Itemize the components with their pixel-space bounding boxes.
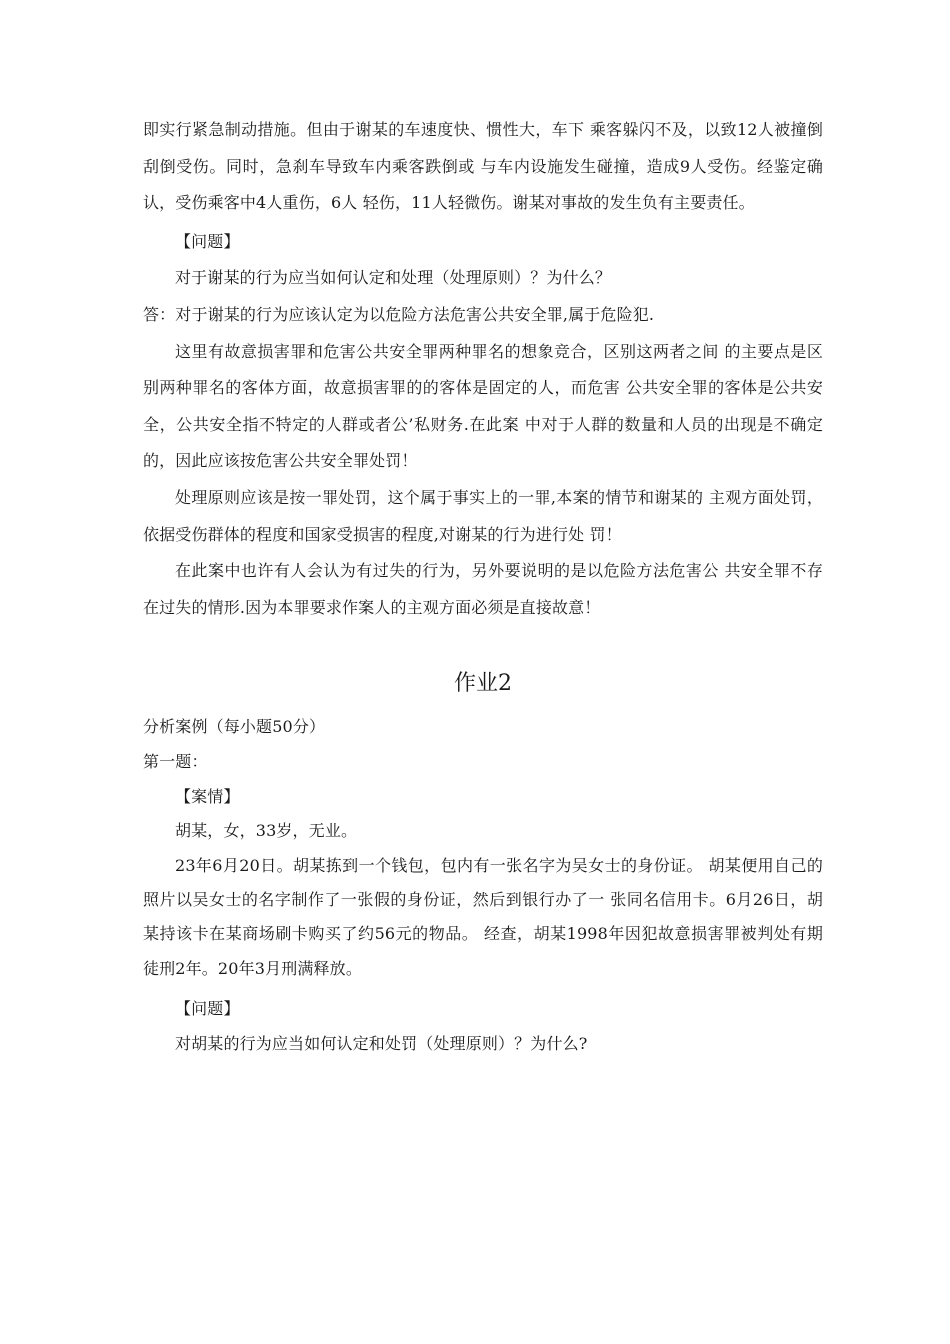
document-body: [143, 112, 823, 1061]
answer-paragraph: 在此案中也许有人会认为有过失的行为，另外要说明的是以危险方法危害公 共安全罪不存在过失的情形.因为本罪要求作案人的主观方面必须是直接故意！: [143, 561, 823, 617]
assignment-title: 作业2: [454, 671, 512, 697]
case-paragraph: 胡某，女，33岁，无业。: [175, 821, 358, 841]
question-heading: 【问题】: [175, 231, 240, 251]
case-continuation-paragraph: 即实行紧急制动措施。但由于谢某的车速度快、惯性大，车下 乘客躲闪不及，以致12人被撞倒刮倒受伤。同时，急刹车导致车内乘客跌倒或 与车内设施发生碰撞，造成9人受伤。经鉴定确认，受伤乘客中4人重伤，6人 轻伤，11人轻微伤。谢某对事故的发生负有主要责任。: [143, 120, 823, 213]
answer-paragraph: 这里有故意损害罪和危害公共安全罪两种罪名的想象竞合，区别这两者之间 的主要点是区别两种罪名的客体方面，故意损害罪的的客体是固定的人，而危害 公共安全罪的客体是公共安全，公共安全指不特定的人群或者公’私财务.在此案 中对于人群的数量和人员的出现是不确定的，因此应该按危害公共安全罪处罚！: [143, 341, 823, 471]
question-number: 第一题：: [143, 751, 208, 771]
assignment-2-section: [143, 710, 823, 1061]
case-heading: 【案情】: [175, 786, 240, 806]
assignment-subtitle: 分析案例（每小题50分）: [143, 717, 326, 737]
case-text: [143, 814, 823, 986]
answer-first-line: 答：对于谢某的行为应该认定为以危险方法危害公共安全罪,属于危险犯.: [143, 304, 655, 324]
case-paragraph: 23年6月20日。胡某拣到一个钱包，包内有一张名字为吴女士的身份证。 胡某便用自己的照片以吴女士的名字制作了一张假的身份证，然后到银行办了一 张同名信用卡。6月26日，胡某持该卡在某商场刷卡购买了约56元的物品。 经查，胡某1998年因犯故意损害罪被判处有期徒刑2年。20年3月刑满释放。: [143, 855, 823, 978]
question-text-2: 对胡某的行为应当如何认定和处罚（处理原则）？为什么?: [175, 1033, 588, 1053]
question-heading-2: 【问题】: [175, 999, 240, 1019]
question-text: 对于谢某的行为应当如何认定和处理（处理原则）？为什么？: [175, 268, 612, 288]
answer-paragraph: 处理原则应该是按一罪处罚，这个属于事实上的一罪,本案的情节和谢某的 主观方面处罚，依据受伤群体的程度和国家受损害的程度,对谢某的行为进行处 罚！: [143, 487, 823, 544]
